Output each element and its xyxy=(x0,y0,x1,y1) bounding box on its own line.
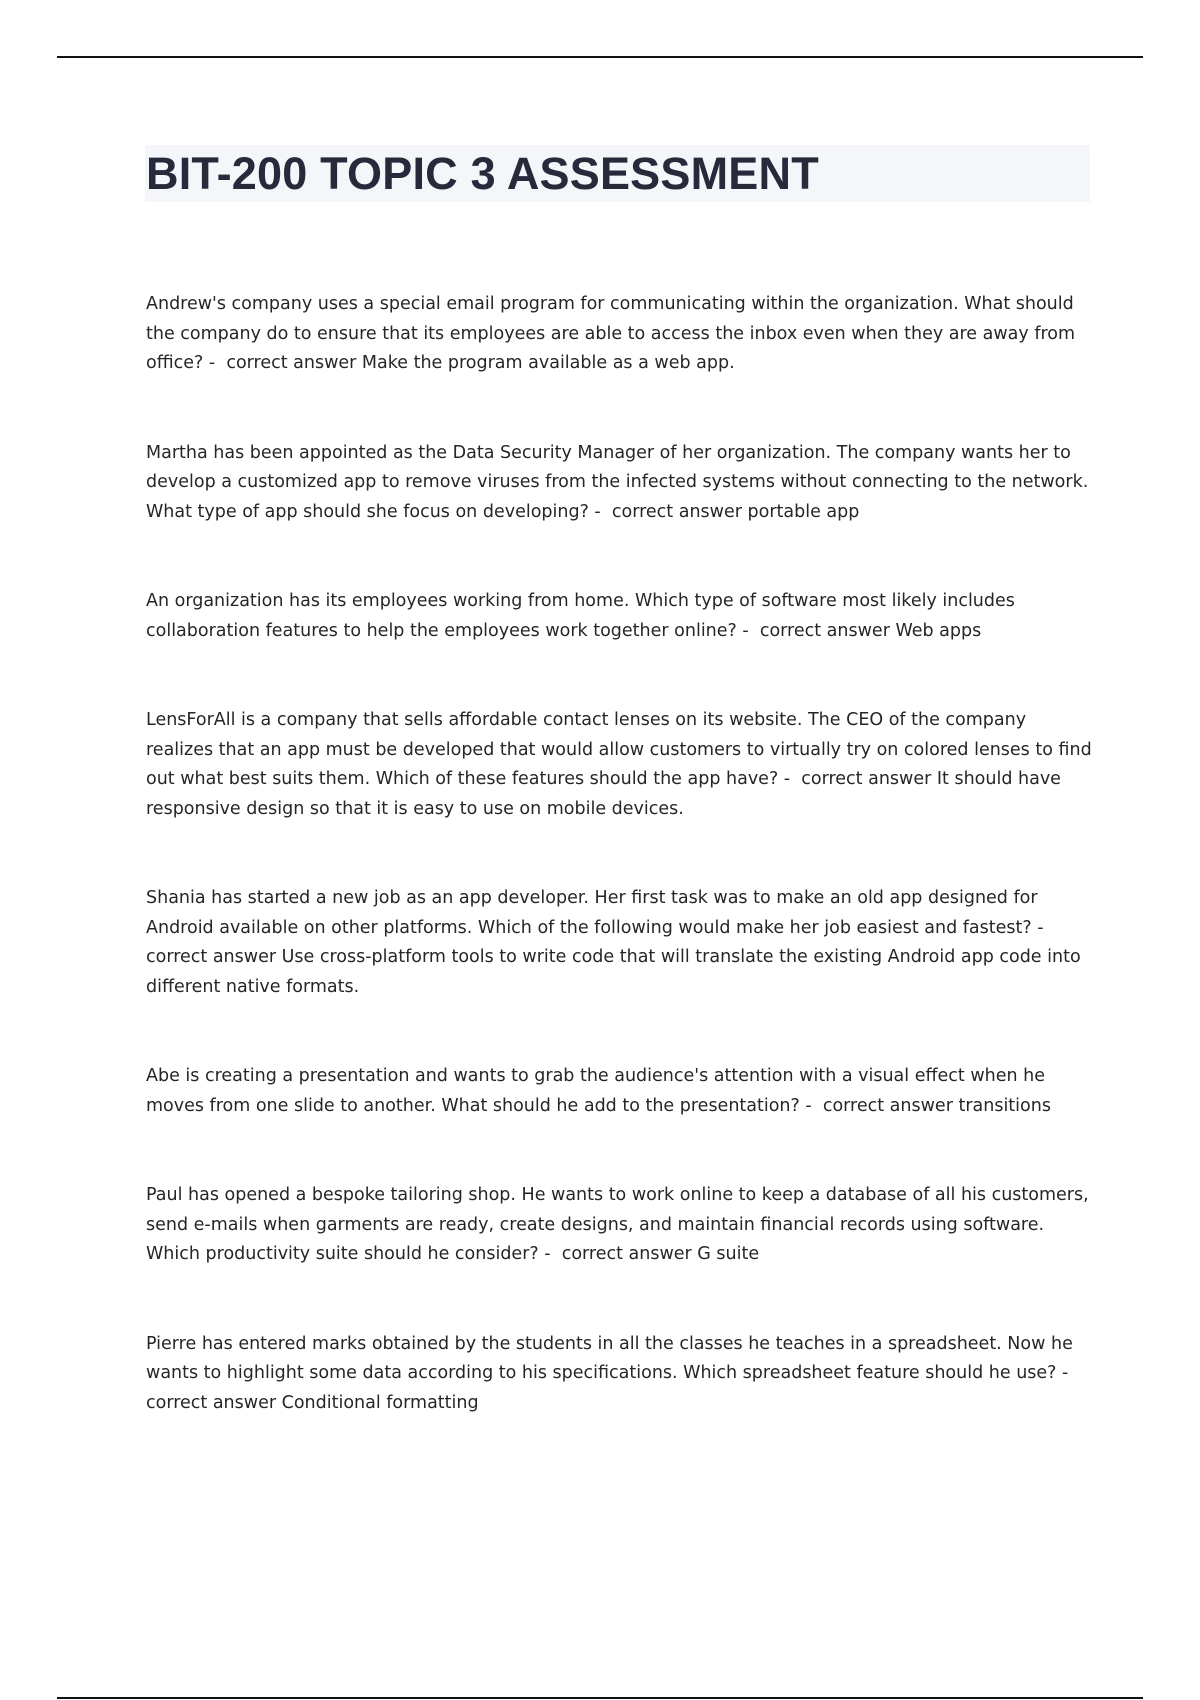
answer-text: correct answer Web apps xyxy=(759,620,982,641)
question-item xyxy=(146,706,1096,824)
question-text: Pierre has entered marks obtained by the students in all the classes he teaches in a spreadsheet. Now he wants to highlight some data according to his specifications. Which spreadsheet feature should he use? - xyxy=(146,1333,1073,1383)
question-text: Abe is creating a presentation and wants to grab the audience's attention with a visual effect when he moves from one slide to another. What should he add to the presentation? - xyxy=(146,1066,1046,1116)
answer-text: correct answer It should have responsive design so that it is easy to use on mobile devices. xyxy=(146,769,1061,819)
question-text: Shania has started a new job as an app developer. Her first task was to make an old app designed for Android available on other platforms. Which of the following would make her job easiest and fastest? - xyxy=(146,888,1044,938)
question-item xyxy=(146,1062,1096,1121)
question-item xyxy=(146,587,1096,646)
answer-text: correct answer portable app xyxy=(611,501,860,522)
question-text: Martha has been appointed as the Data Security Manager of her organization. The company wants her to develop a customized app to remove viruses from the infected systems without connecting to the network. What type of app should she focus on developing? - xyxy=(146,442,1089,522)
question-item xyxy=(146,290,1096,379)
question-item xyxy=(146,1330,1096,1419)
question-item xyxy=(146,439,1096,528)
question-text: An organization has its employees working from home. Which type of software most likely includes collaboration features to help the employees work together online? - xyxy=(146,591,1015,641)
answer-text: correct answer G suite xyxy=(561,1244,760,1264)
question-text: Paul has opened a bespoke tailoring shop. He wants to work online to keep a database of all his customers, send e-mails when garments are ready, create designs, and maintain financial records using software. Which productivity suite should he consider? - xyxy=(146,1185,1089,1264)
top-rule xyxy=(57,56,1143,58)
answer-text: correct answer transitions xyxy=(822,1095,1051,1116)
question-list xyxy=(146,290,1096,1478)
document-title: BIT-200 TOPIC 3 ASSESSMENT xyxy=(146,148,819,199)
question-text: Andrew's company uses a special email program for communicating within the organization. What should the company do to ensure that its employees are able to access the inbox even when they are away from office? - xyxy=(146,294,1076,373)
question-text: LensForAll is a company that sells affordable contact lenses on its website. The CEO of the company realizes that an app must be developed that would allow customers to virtually try on colored lenses to find out what best suits them. Which of these features should the app have? - xyxy=(146,710,1092,789)
bottom-rule xyxy=(57,1697,1143,1699)
answer-text: correct answer Conditional formatting xyxy=(146,1392,479,1413)
question-item xyxy=(146,884,1096,1002)
answer-text: correct answer Make the program available as a web app. xyxy=(226,353,735,373)
answer-text: correct answer Use cross-platform tools to write code that will translate the existing Android app code into different native formats. xyxy=(146,947,1081,997)
question-item xyxy=(146,1181,1096,1270)
